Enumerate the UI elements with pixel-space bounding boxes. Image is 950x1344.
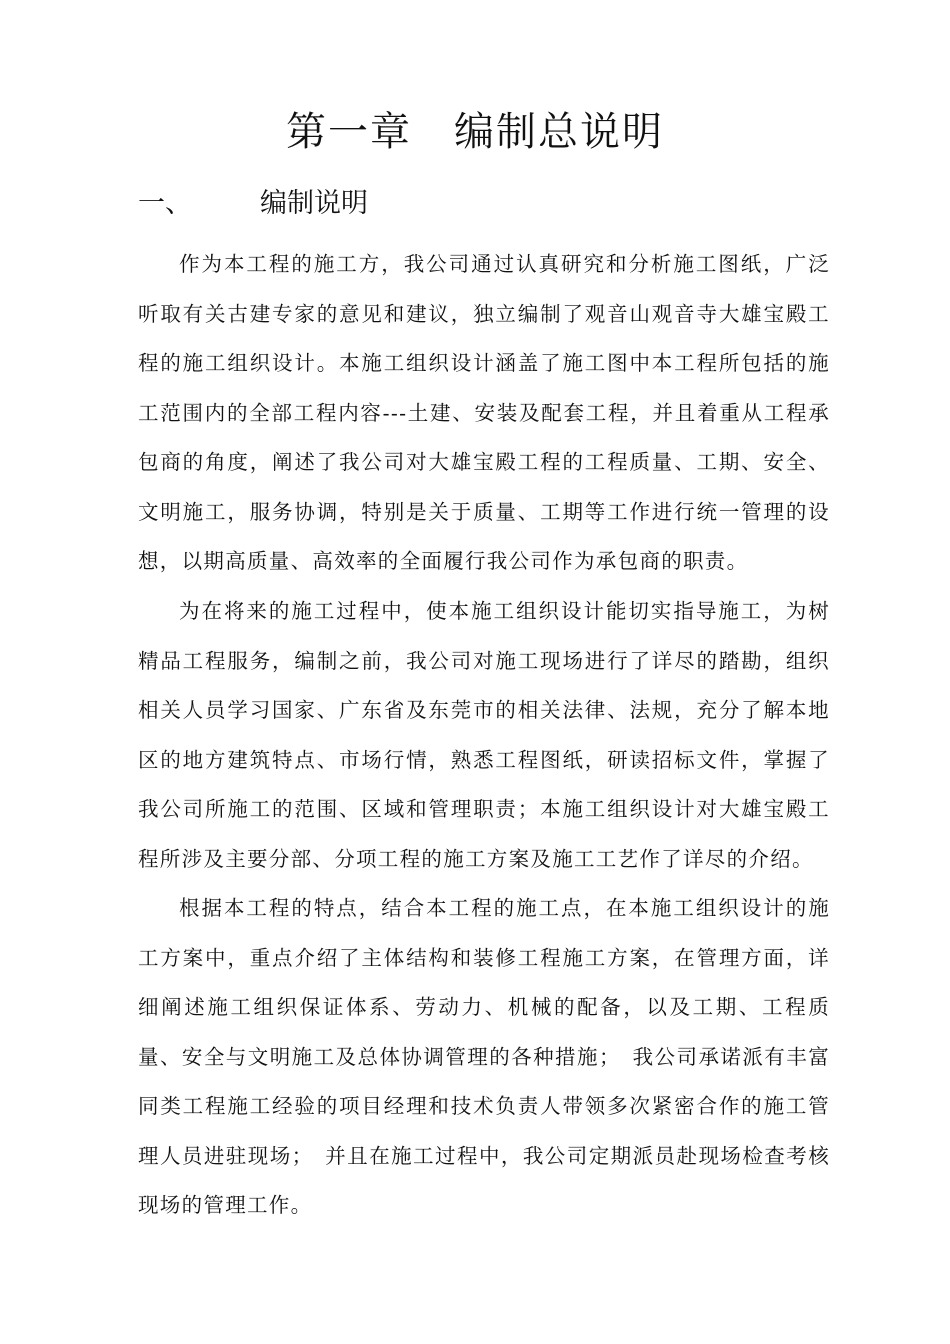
section-title: 编制说明 bbox=[260, 188, 368, 219]
section-heading bbox=[138, 182, 368, 226]
body-paragraph: 作为本工程的施工方，我公司通过认真研究和分析施工图纸，广泛听取有关古建专家的意见和建议，独立编制了观音山观音寺大雄宝殿工程的施工组织设计。本施工组织设计涵盖了施工图中本工程所包括的施工范围内的全部工程内容---土建、安装及配套工程，并且着重从工程承包商的角度，阐述了我公司对大雄宝殿工程的工程质量、工期、安全、文明施工，服务协调，特别是关于质量、工期等工作进行统一管理的设想，以期高质量、高效率的全面履行我公司作为承包商的职责。 bbox=[138, 252, 830, 573]
body-paragraph: 为在将来的施工过程中，使本施工组织设计能切实指导施工，为树精品工程服务，编制之前，我公司对施工现场进行了详尽的踏勘，组织相关人员学习国家、广东省及东莞市的相关法律、法规，充分了解本地区的地方建筑特点、市场行情，熟悉工程图纸，研读招标文件，掌握了我公司所施工的范围、区域和管理职责；本施工组织设计对大雄宝殿工程所涉及主要分部、分项工程的施工方案及施工工艺作了详尽的介绍。 bbox=[138, 599, 830, 871]
chapter-title: 第一章 编制总说明 bbox=[286, 109, 664, 155]
section-number: 一、 bbox=[138, 188, 192, 219]
body-paragraph: 根据本工程的特点，结合本工程的施工点，在本施工组织设计的施工方案中，重点介绍了主体结构和装修工程施工方案，在管理方面，详细阐述施工组织保证体系、劳动力、机械的配备，以及工期、工程质量、安全与文明施工及总体协调管理的各种措施； 我公司承诺派有丰富同类工程施工经验的项目经理和技术负责人带领多次紧密合作的施工管理人员进驻现场； 并且在施工过程中，我公司定期派员赴现场检查考核现场的管理工作。 bbox=[138, 896, 830, 1217]
